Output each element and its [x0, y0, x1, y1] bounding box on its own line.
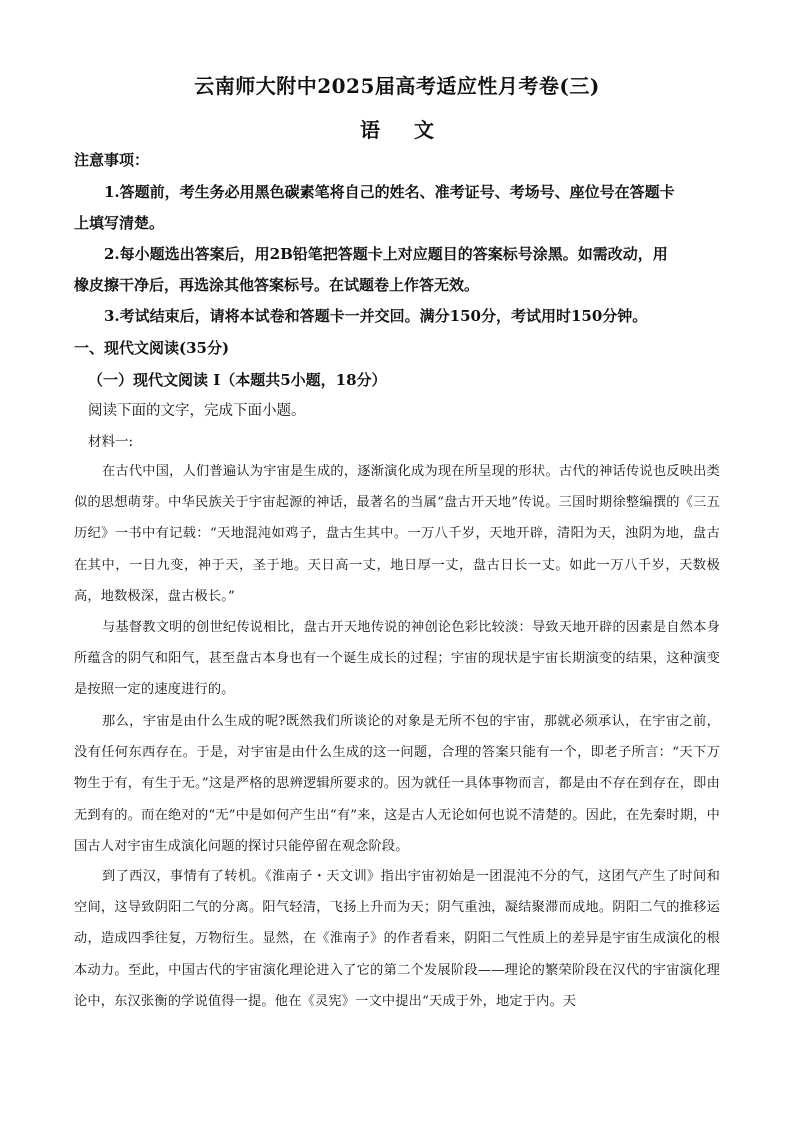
notice-item-1-line1: 1.答题前，考生务必用黑色碳素笔将自己的姓名、准考证号、考场号、座位号在答题卡: [104, 183, 675, 201]
subject-char-2: 文: [414, 118, 434, 142]
subject-title: [0, 114, 794, 143]
paragraph-4: [74, 861, 720, 1017]
paragraph-2-text: 与基督教文明的创世纪传说相比，盘古开天地传说的神创论色彩比较淡：导致天地开辟的因素是自然本身所蕴含的阴气和阳气，甚至盘古本身也有一个诞生成长的过程；宇宙的现状是宇宙长期演变的结果，这种演变是按照一定的速度进行的。: [74, 620, 720, 698]
subject-char-1: 语: [360, 118, 380, 142]
section-heading: 一、现代文阅读(35分): [74, 339, 230, 357]
reading-instruction: 阅读下面的文字，完成下面小题。: [88, 403, 306, 419]
paragraph-2: [74, 612, 720, 706]
paragraph-4-text: 到了西汉，事情有了转机。《淮南子・天文训》指出宇宙初始是一团混沌不分的气，这团气产生了时间和空间，这导致阴阳二气的分离。阳气轻清，飞扬上升而为天；阴气重浊，凝结聚滞而成地。阴阳二气的推移运动，造成四季往复，万物衍生。显然，在《淮南子》的作者看来，阴阳二气性质上的差异是宇宙生成演化的根本动力。至此，中国古代的宇宙演化理论进入了它的第二个发展阶段——理论的繁荣阶段在汉代的宇宙演化理论中，东汉张衡的学说值得一提。他在《灵宪》一文中提出“天成于外，地定于内。天: [74, 869, 720, 1009]
paragraph-3-text: 那么，宇宙是由什么生成的呢?既然我们所谈论的对象是无所不包的宇宙，那就必须承认，在宇宙之前，没有任何东西存在。于是，对宇宙是由什么生成的这一问题，合理的答案只能有一个，即老子所言：“天下万物生于有，有生于无。”这是严格的思辨逻辑所要求的。因为就任一具体事物而言，都是由不存在到存在，即由无到有的。而在绝对的“无”中是如何产生出“有”来，这是古人无论如何也说不清楚的。因此，在先秦时期，中国古人对宇宙生成演化问题的探讨只能停留在观念阶段。: [74, 714, 720, 854]
paragraph-1-text: 在古代中国，人们普遍认为宇宙是生成的，逐渐演化成为现在所呈现的形状。古代的神话传说也反映出类似的思想萌芽。中华民族关于宇宙起源的神话，最著名的当属“盘古开天地”传说。三国时期徐整编撰的《三五历纪》一书中有记载：“天地混沌如鸡子，盘古生其中。一万八千岁，天地开辟，清阳为天，浊阴为地，盘古在其中，一日九变，神于天，圣于地。天日高一丈，地日厚一丈，盘古日长一丈。如此一万八千岁，天数极高，地数极深，盘古极长。”: [74, 464, 720, 604]
paragraph-1: [74, 456, 720, 612]
notice-item-1-line2: 上填写清楚。: [74, 214, 165, 232]
paragraph-3: [74, 706, 720, 862]
exam-title: 云南师大附中2025届高考适应性月考卷(三): [194, 74, 600, 98]
notice-item-2-line1: 2.每小题选出答案后，用2B铅笔把答题卡上对应题目的答案标号涂黑。如需改动，用: [104, 245, 668, 263]
notice-item-3-line1: 3.考试结束后，请将本试卷和答题卡一并交回。满分150分，考试用时150分钟。: [104, 307, 648, 325]
notice-heading: 注意事项：: [74, 151, 150, 169]
section-sub-heading: （一）现代文阅读 I（本题共5小题，18分）: [88, 371, 387, 389]
material-label: 材料一:: [88, 434, 134, 450]
notice-item-2-line2: 橡皮擦干净后，再选涂其他答案标号。在试题卷上作答无效。: [74, 276, 480, 294]
